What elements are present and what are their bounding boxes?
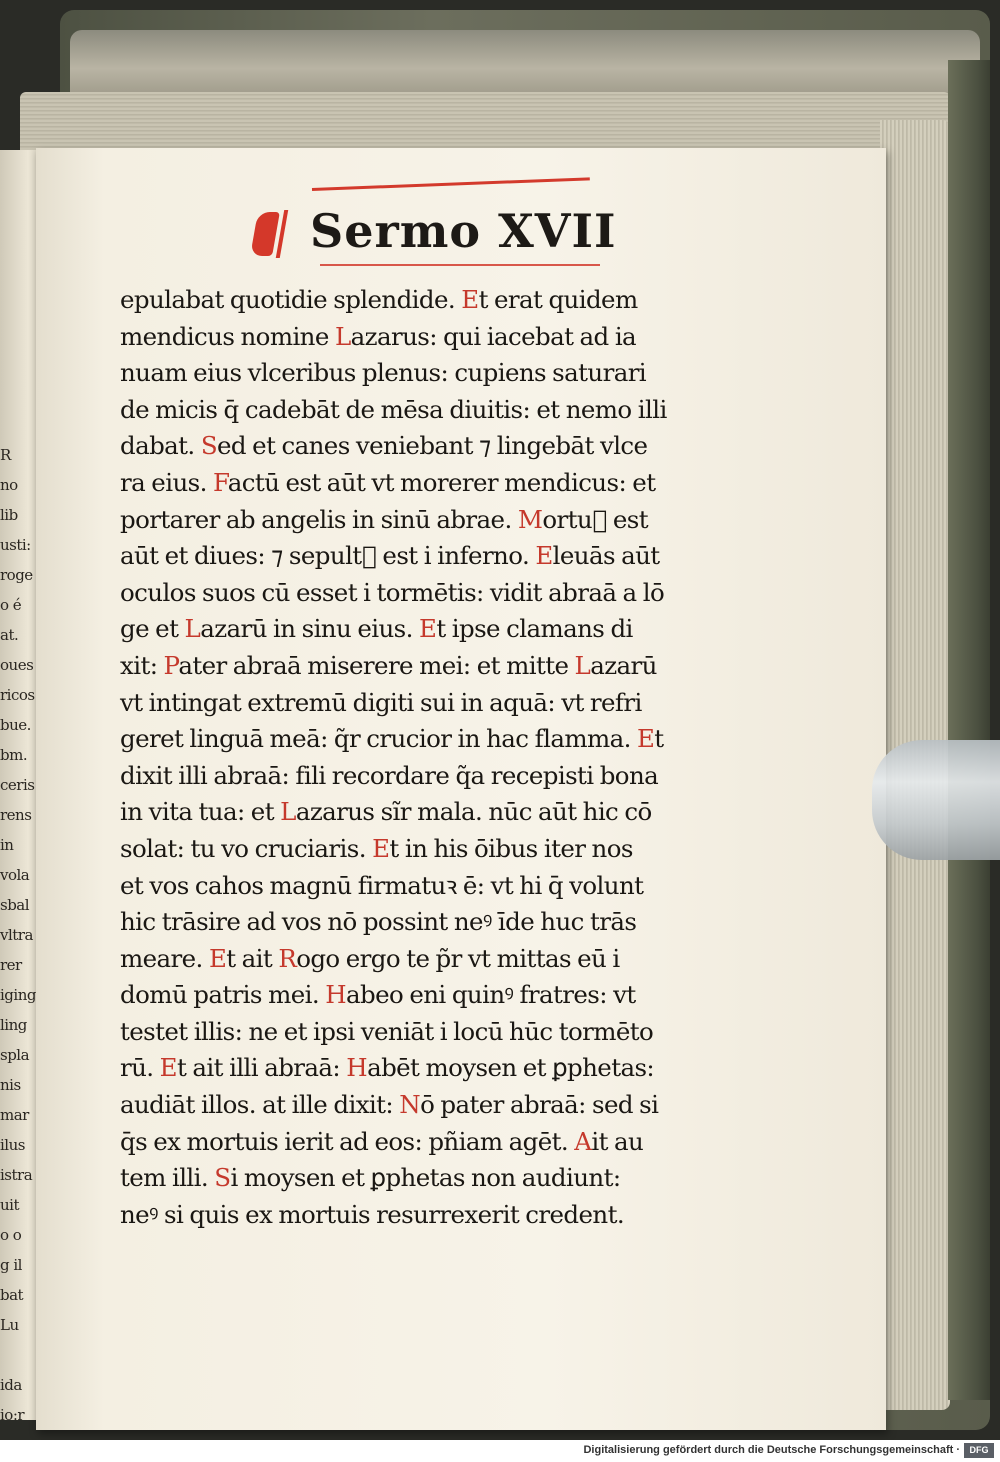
text-segment: t ait illi abraā: — [176, 1053, 347, 1083]
text-segment: ortu᷒ est — [542, 504, 649, 534]
footer-bar — [0, 1440, 1000, 1462]
text-line — [120, 868, 760, 905]
text-segment: solat: tu vo cruciaris. — [120, 833, 373, 863]
text-line — [120, 831, 760, 868]
text-line — [120, 794, 760, 831]
text-line — [120, 941, 760, 978]
rubricated-initial: L — [334, 321, 351, 351]
text-line — [120, 904, 760, 941]
text-segment: domū patris mei. — [120, 980, 326, 1010]
text-segment: testet illis: ne et ipsi veniāt i locū hūc tormēto — [120, 1016, 654, 1046]
text-segment: azarū — [590, 650, 657, 680]
text-line — [120, 648, 760, 685]
page-stack-top — [20, 92, 950, 152]
text-segment: ge et — [120, 614, 185, 644]
text-segment: ogo ergo te p̃r vt mittas eū i — [296, 943, 620, 973]
text-line — [120, 758, 760, 795]
text-segment: geret linguā meā: q̃r crucior in hac flamma. — [120, 724, 637, 754]
text-line — [120, 282, 760, 319]
text-line — [120, 319, 760, 356]
page-title: Sermo XVII — [310, 204, 617, 258]
book-cover-right — [948, 60, 990, 1400]
rubricated-initial: P — [163, 650, 179, 680]
rubricated-initial: E — [636, 724, 655, 754]
text-segment: dixit illi abraā: fili recordare q̃a recepisti bona — [120, 760, 659, 790]
page-body-text — [120, 282, 760, 1233]
page-holder-clip — [872, 740, 1000, 860]
text-segment: abēt moysen et ꝑphetas: — [367, 1053, 655, 1083]
rubricated-initial: F — [212, 467, 228, 497]
red-paragraph-mark — [250, 212, 280, 256]
rubricated-initial: E — [461, 285, 479, 314]
text-line — [120, 355, 760, 392]
text-segment: xit: — [120, 650, 164, 680]
text-segment: abeo eni quinꝰ fratres: vt — [346, 980, 636, 1010]
rubricated-initial: E — [419, 614, 437, 644]
text-segment: ed et canes veniebant ⁊ lingebāt vlce — [217, 431, 648, 461]
rubricated-initial: N — [399, 1090, 421, 1120]
text-segment: meare. — [120, 943, 209, 973]
text-line — [120, 392, 760, 429]
text-segment: leuās aūt — [552, 541, 660, 571]
text-segment: aūt et diues: ⁊ sepult᷒ est i inferno. — [120, 541, 536, 571]
text-segment: audiāt illos. at ille dixit: — [120, 1090, 400, 1120]
rubricated-initial: S — [214, 1163, 231, 1193]
rubricated-initial: R — [278, 943, 297, 973]
text-segment: mendicus nomine — [120, 321, 335, 351]
text-segment: hic trāsire ad vos nō possint neꝰ īde huc trās — [120, 907, 637, 937]
rubricated-initial: H — [346, 1053, 368, 1083]
left-page — [0, 150, 40, 1424]
text-segment: t erat quidem — [478, 285, 638, 314]
text-segment: azarus: qui iacebat ad ia — [350, 321, 637, 351]
text-segment: t ipse clamans di — [436, 614, 633, 644]
left-page-text-fragments: R no lib usti: roge o é at. oues ricos bue. bm. ceris rens in vola sbal vltra rer iging ling spla nis mar ilus istra uit o o g il bat Lu ida io:r — [0, 446, 36, 1424]
rubricated-initial: L — [184, 614, 201, 644]
text-segment: t in his ōibus iter nos — [389, 833, 633, 863]
rubricated-initial: E — [159, 1053, 177, 1083]
text-line — [120, 538, 760, 575]
text-line — [120, 428, 760, 465]
text-segment: vt intingat extremū digiti sui in aquā: vt refri — [120, 687, 642, 717]
text-segment: nuam eius vlceribus plenus: cupiens saturari — [120, 358, 647, 388]
rubricated-initial: L — [574, 650, 591, 680]
text-line — [120, 1050, 760, 1087]
text-segment: azarū in sinu eius. — [200, 614, 420, 644]
text-segment: i moysen et ꝑphetas non audiunt: — [230, 1163, 621, 1193]
text-line — [120, 1014, 760, 1051]
text-line — [120, 1197, 760, 1234]
text-line — [120, 685, 760, 722]
text-line — [120, 1124, 760, 1161]
text-segment: in vita tua: et — [120, 797, 281, 827]
rubricated-initial: E — [372, 833, 390, 863]
rubricated-initial: A — [574, 1126, 592, 1156]
text-segment: t — [654, 724, 664, 754]
text-line — [120, 721, 760, 758]
text-segment: epulabat quotidie splendide. — [120, 285, 462, 314]
text-segment: portarer ab angelis in sinū abrae. — [120, 504, 518, 534]
book-top-edge — [70, 30, 980, 100]
funding-credit: Digitalisierung gefördert durch die Deutsche Forschungsgemeinschaft · — [583, 1444, 960, 1456]
text-segment: neꝰ si quis ex mortuis resurrexerit credent. — [120, 1199, 625, 1229]
text-segment: ō pater abraā: sed si — [420, 1090, 659, 1120]
text-segment: ater abraā miserere mei: et mitte — [178, 650, 575, 680]
text-segment: et vos cahos magnū firmatuꝛ ē: vt hi q̄ volunt — [120, 870, 644, 900]
text-segment: azarus sĩr mala. nūc aūt hic cō — [295, 797, 652, 827]
text-line — [120, 611, 760, 648]
sermon-heading — [250, 176, 617, 276]
text-segment: tem illi. — [120, 1163, 215, 1193]
text-line — [120, 575, 760, 612]
text-line — [120, 465, 760, 502]
text-line — [120, 502, 760, 539]
text-segment: dabat. — [120, 431, 201, 461]
text-segment: t ait — [226, 943, 279, 973]
rubricated-initial: S — [200, 431, 217, 461]
red-rule — [312, 177, 590, 191]
text-segment: ra eius. — [120, 467, 213, 497]
rubricated-initial: M — [517, 504, 543, 534]
text-line — [120, 977, 760, 1014]
rubricated-initial: H — [325, 980, 346, 1010]
rubricated-initial: E — [535, 541, 553, 571]
dfg-logo: DFG — [964, 1443, 994, 1458]
text-line — [120, 1087, 760, 1124]
text-segment: oculos suos cū esset i tormētis: vidit abraā a lō — [120, 577, 665, 607]
rubricated-initial: E — [208, 943, 227, 973]
text-segment: rū. — [120, 1053, 160, 1083]
text-segment: actū est aūt vt morerer mendicus: et — [227, 467, 656, 497]
rubricated-initial: L — [280, 797, 296, 827]
text-segment: de micis q̄ cadebāt de mēsa diuitis: et nemo illi — [120, 394, 667, 424]
text-segment: it au — [591, 1126, 644, 1156]
text-line — [120, 1160, 760, 1197]
red-underline — [320, 264, 600, 266]
text-segment: q̄s ex mortuis ierit ad eos: pñiam agēt. — [120, 1126, 575, 1156]
